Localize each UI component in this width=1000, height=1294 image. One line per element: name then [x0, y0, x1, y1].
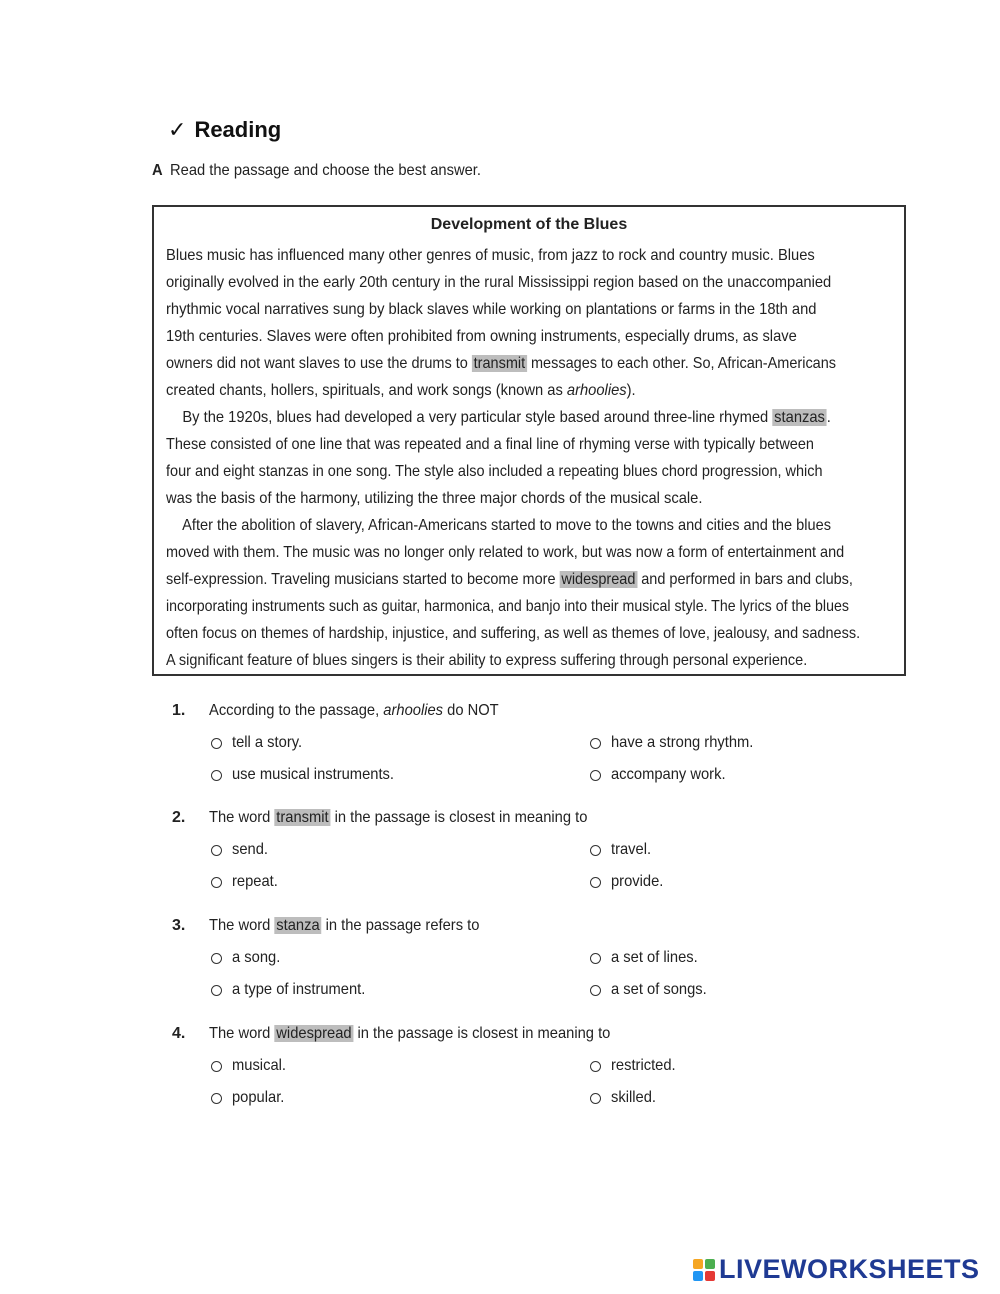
option-label: accompany work. — [611, 766, 726, 783]
radio-button-icon[interactable] — [590, 953, 601, 964]
option-label: a set of lines. — [611, 949, 698, 966]
option-label: skilled. — [611, 1089, 656, 1106]
passage-title: Development of the Blues — [430, 216, 628, 233]
passage-text: 19th centuries. Slaves were often prohibited from owning instruments, especially drums, as slave — [166, 328, 797, 345]
question-stem — [209, 809, 587, 827]
radio-button-icon[interactable] — [211, 845, 222, 856]
radio-button-icon[interactable] — [211, 985, 222, 996]
radio-button-icon[interactable] — [211, 1061, 222, 1072]
section-heading — [168, 117, 281, 143]
option-label: have a strong rhythm. — [611, 734, 754, 751]
passage-line — [166, 274, 831, 292]
highlighted-word: transmit — [276, 809, 329, 826]
passage-text: messages to each other. So, African-Americans — [526, 355, 837, 372]
answer-option[interactable] — [211, 766, 408, 784]
passage-text: By the 1920s, blues had developed a very particular style based around three-line rhymed — [166, 409, 773, 426]
passage-text: ). — [626, 382, 636, 399]
highlighted-word: stanzas — [774, 409, 825, 426]
passage-line — [166, 544, 844, 562]
answer-option[interactable] — [211, 949, 284, 967]
passage-text: and performed in bars and clubs, — [637, 571, 853, 588]
radio-button-icon[interactable] — [590, 877, 601, 888]
passage-text: These consisted of one line that was repeated and a final line of rhyming verse with typically between — [166, 436, 814, 453]
question-stem — [209, 702, 499, 720]
option-label: restricted. — [611, 1057, 676, 1074]
option-label: tell a story. — [232, 734, 303, 751]
passage-text: originally evolved in the early 20th century in the rural Mississippi region based on the unaccompanied — [166, 274, 832, 291]
answer-option[interactable] — [590, 1057, 681, 1075]
highlighted-word: widespread — [276, 1025, 352, 1042]
radio-button-icon[interactable] — [590, 738, 601, 749]
answer-option[interactable] — [590, 873, 668, 891]
logo-square — [705, 1271, 715, 1281]
logo-square — [705, 1259, 715, 1269]
radio-button-icon[interactable] — [590, 845, 601, 856]
check-mark-icon: ✓ — [168, 117, 187, 142]
radio-button-icon[interactable] — [590, 1061, 601, 1072]
passage-line — [166, 598, 849, 616]
radio-button-icon[interactable] — [211, 877, 222, 888]
question-text: The word — [209, 1025, 275, 1042]
option-label: provide. — [611, 873, 664, 890]
option-label: a type of instrument. — [232, 981, 366, 998]
passage-line — [166, 355, 836, 373]
answer-option[interactable] — [590, 1089, 660, 1107]
passage-text: After the abolition of slavery, African-Americans started to move to the towns and cities and the blues — [166, 517, 831, 534]
italic-term: arhoolies — [383, 702, 444, 719]
highlighted-word: stanza — [276, 917, 320, 934]
question-text: in the passage is closest in meaning to — [353, 1025, 611, 1042]
italic-term: arhoolies — [566, 382, 627, 399]
passage-line — [166, 625, 860, 643]
option-label: use musical instruments. — [232, 766, 394, 783]
answer-option[interactable] — [211, 873, 282, 891]
passage-line — [166, 652, 807, 670]
option-label: musical. — [232, 1057, 286, 1074]
passage-text: incorporating instruments such as guitar, harmonica, and banjo into their musical style. The lyrics of the blues — [166, 598, 849, 615]
question-text: do NOT — [443, 702, 499, 719]
passage-line — [166, 436, 814, 454]
passage-text: moved with them. The music was no longer only related to work, but was now a form of entertainment and — [166, 544, 845, 561]
passage-line — [166, 409, 831, 427]
answer-option[interactable] — [211, 1089, 289, 1107]
question-number: 2. — [172, 809, 186, 826]
instruction-letter: A — [152, 162, 163, 179]
passage-line — [166, 517, 831, 535]
logo-square — [693, 1271, 703, 1281]
answer-option[interactable] — [211, 734, 308, 752]
passage-box — [152, 205, 906, 676]
radio-button-icon[interactable] — [590, 770, 601, 781]
answer-option[interactable] — [211, 981, 377, 999]
section-title: Reading — [194, 117, 282, 142]
liveworksheets-logo-icon — [693, 1259, 715, 1281]
question-text: The word — [209, 917, 275, 934]
question-text: in the passage refers to — [321, 917, 480, 934]
question-stem — [209, 1025, 610, 1043]
answer-option[interactable] — [590, 949, 705, 967]
option-label: a song. — [232, 949, 281, 966]
instruction — [152, 162, 481, 180]
passage-text: self-expression. Traveling musicians started to become more — [166, 571, 560, 588]
passage-line — [166, 382, 636, 400]
passage-line — [166, 463, 823, 481]
passage-text: Blues music has influenced many other genres of music, from jazz to rock and country music. Blues — [166, 247, 815, 264]
passage-text: created chants, hollers, spirituals, and work songs (known as — [166, 382, 567, 399]
option-label: repeat. — [232, 873, 278, 890]
question-number: 1. — [172, 702, 186, 719]
passage-line — [166, 247, 815, 265]
question-text: According to the passage, — [209, 702, 384, 719]
passage-text: was the basis of the harmony, utilizing the three major chords of the musical scale. — [166, 490, 703, 507]
radio-button-icon[interactable] — [211, 1093, 222, 1104]
question-text: in the passage is closest in meaning to — [330, 809, 588, 826]
passage-line — [166, 571, 853, 589]
radio-button-icon[interactable] — [211, 738, 222, 749]
liveworksheets-brand — [693, 1254, 980, 1285]
passage-text: often focus on themes of hardship, injustice, and suffering, as well as themes of love, jealousy, and sadness. — [166, 625, 861, 642]
highlighted-word: widespread — [561, 571, 636, 588]
radio-button-icon[interactable] — [211, 953, 222, 964]
logo-square — [693, 1259, 703, 1269]
question-stem — [209, 917, 479, 935]
answer-option[interactable] — [211, 1057, 291, 1075]
answer-option[interactable] — [590, 734, 766, 752]
instruction-text: Read the passage and choose the best answer. — [169, 162, 481, 179]
answer-option[interactable] — [590, 841, 655, 859]
highlighted-word: transmit — [473, 355, 526, 372]
answer-option[interactable] — [590, 981, 715, 999]
question-text: The word — [209, 809, 275, 826]
passage-text: A significant feature of blues singers is their ability to express suffering through personal experience. — [166, 652, 808, 669]
option-label: popular. — [232, 1089, 285, 1106]
passage-line — [166, 328, 797, 346]
radio-button-icon[interactable] — [590, 985, 601, 996]
passage-text: four and eight stanzas in one song. The style also included a repeating blues chord progression, which — [166, 463, 823, 480]
radio-button-icon[interactable] — [211, 770, 222, 781]
radio-button-icon[interactable] — [590, 1093, 601, 1104]
passage-text: . — [826, 409, 831, 426]
question-number: 3. — [172, 917, 186, 934]
passage-line — [166, 301, 816, 319]
answer-option[interactable] — [211, 841, 271, 859]
brand-text: LIVEWORKSHEETS — [719, 1254, 980, 1284]
option-label: travel. — [611, 841, 652, 858]
option-label: a set of songs. — [611, 981, 707, 998]
answer-option[interactable] — [590, 766, 736, 784]
passage-text: owners did not want slaves to use the drums to — [166, 355, 472, 372]
passage-line — [166, 490, 702, 508]
passage-text: rhythmic vocal narratives sung by black slaves while working on plantations or farms in the 18th and — [166, 301, 817, 318]
question-number: 4. — [172, 1025, 186, 1042]
option-label: send. — [232, 841, 269, 858]
